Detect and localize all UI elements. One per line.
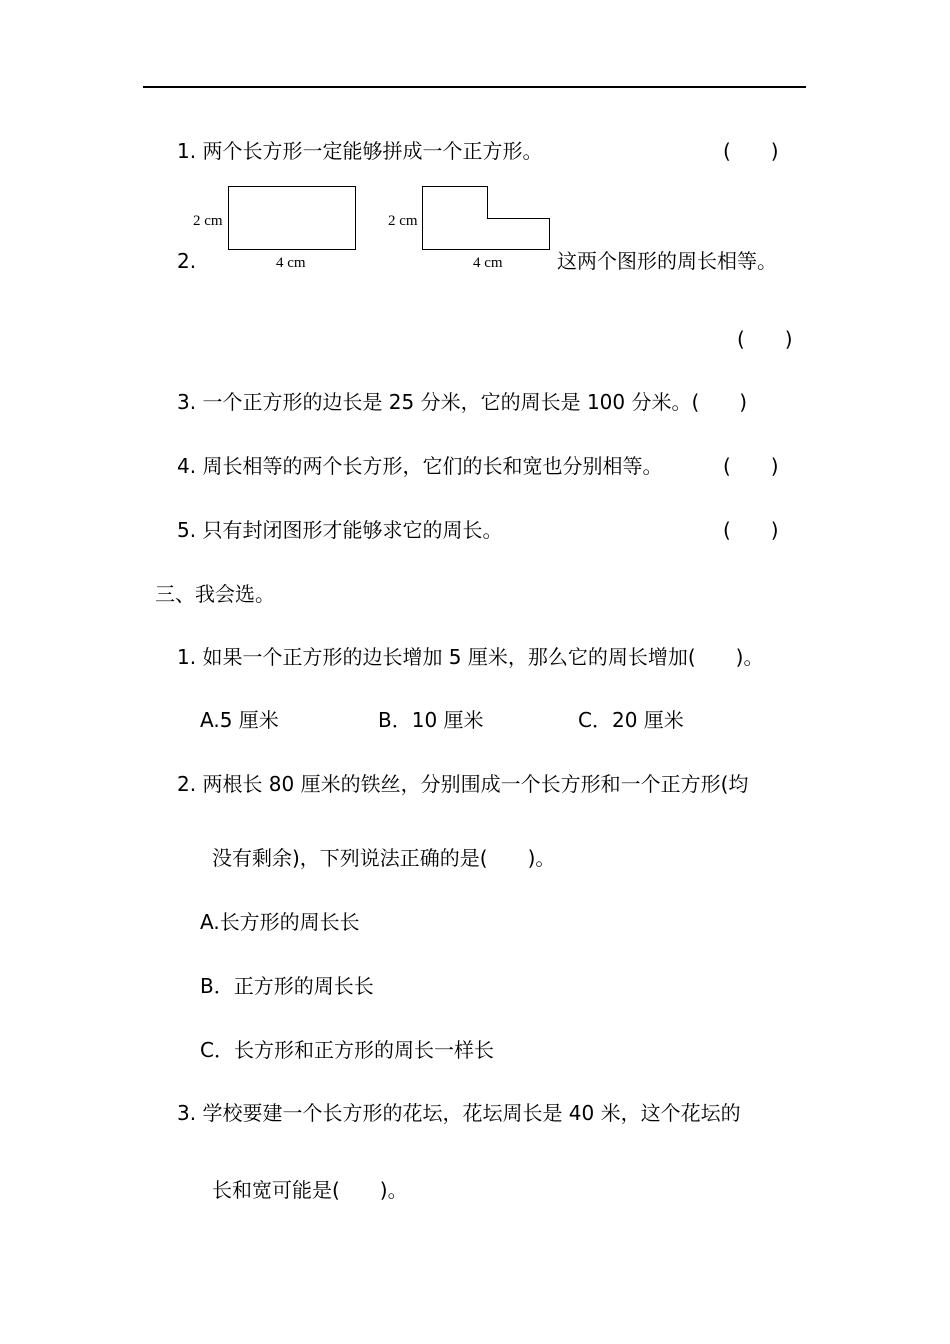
judge-q5-text: 5. 只有封闭图形才能够求它的周长。	[177, 518, 503, 542]
judge-q5-answer-paren[interactable]: ( )	[723, 518, 779, 542]
judge-q3-text: 3. 一个正方形的边长是 25 分米，它的周长是 100 分米。( )	[177, 390, 748, 414]
choice-q3-line1: 3. 学校要建一个长方形的花坛，花坛周长是 40 米，这个花坛的	[177, 1101, 741, 1125]
judge-q2-text: 这两个图形的周长相等。	[557, 249, 777, 273]
judge-q1-answer-paren[interactable]: ( )	[723, 139, 779, 163]
choice-q3-line2: 长和宽可能是( )。	[212, 1178, 408, 1202]
rectangle-figure	[228, 186, 358, 252]
section3-heading: 三、我会选。	[155, 582, 275, 606]
fig1-width-label: 4 cm	[276, 255, 306, 271]
header-rule	[143, 86, 806, 88]
choice-q2-line1: 2. 两根长 80 厘米的铁丝，分别围成一个长方形和一个正方形(均	[177, 772, 749, 796]
judge-q2-number: 2.	[177, 249, 197, 273]
choice-q2-option-b[interactable]: B．正方形的周长长	[200, 974, 374, 998]
choice-q1-option-c[interactable]: C．20 厘米	[578, 708, 684, 732]
judge-q2-answer-paren[interactable]: ( )	[737, 327, 793, 351]
choice-q1-option-a[interactable]: A.5 厘米	[200, 708, 279, 732]
judge-q4-text: 4. 周长相等的两个长方形，它们的长和宽也分别相等。	[177, 454, 663, 478]
judge-q4-answer-paren[interactable]: ( )	[723, 454, 779, 478]
fig2-height-label: 2 cm	[388, 213, 418, 229]
choice-q1-text: 1. 如果一个正方形的边长增加 5 厘米，那么它的周长增加( )。	[177, 645, 764, 669]
choice-q2-line2: 没有剩余)，下列说法正确的是( )。	[212, 846, 556, 870]
fig1-height-label: 2 cm	[193, 213, 223, 229]
choice-q1-option-b[interactable]: B．10 厘米	[378, 708, 484, 732]
choice-q2-option-a[interactable]: A.长方形的周长长	[200, 910, 360, 934]
l-shape-figure	[422, 186, 552, 252]
fig2-width-label: 4 cm	[473, 255, 503, 271]
judge-q1-text: 1. 两个长方形一定能够拼成一个正方形。	[177, 139, 543, 163]
choice-q2-option-c[interactable]: C．长方形和正方形的周长一样长	[200, 1038, 494, 1062]
